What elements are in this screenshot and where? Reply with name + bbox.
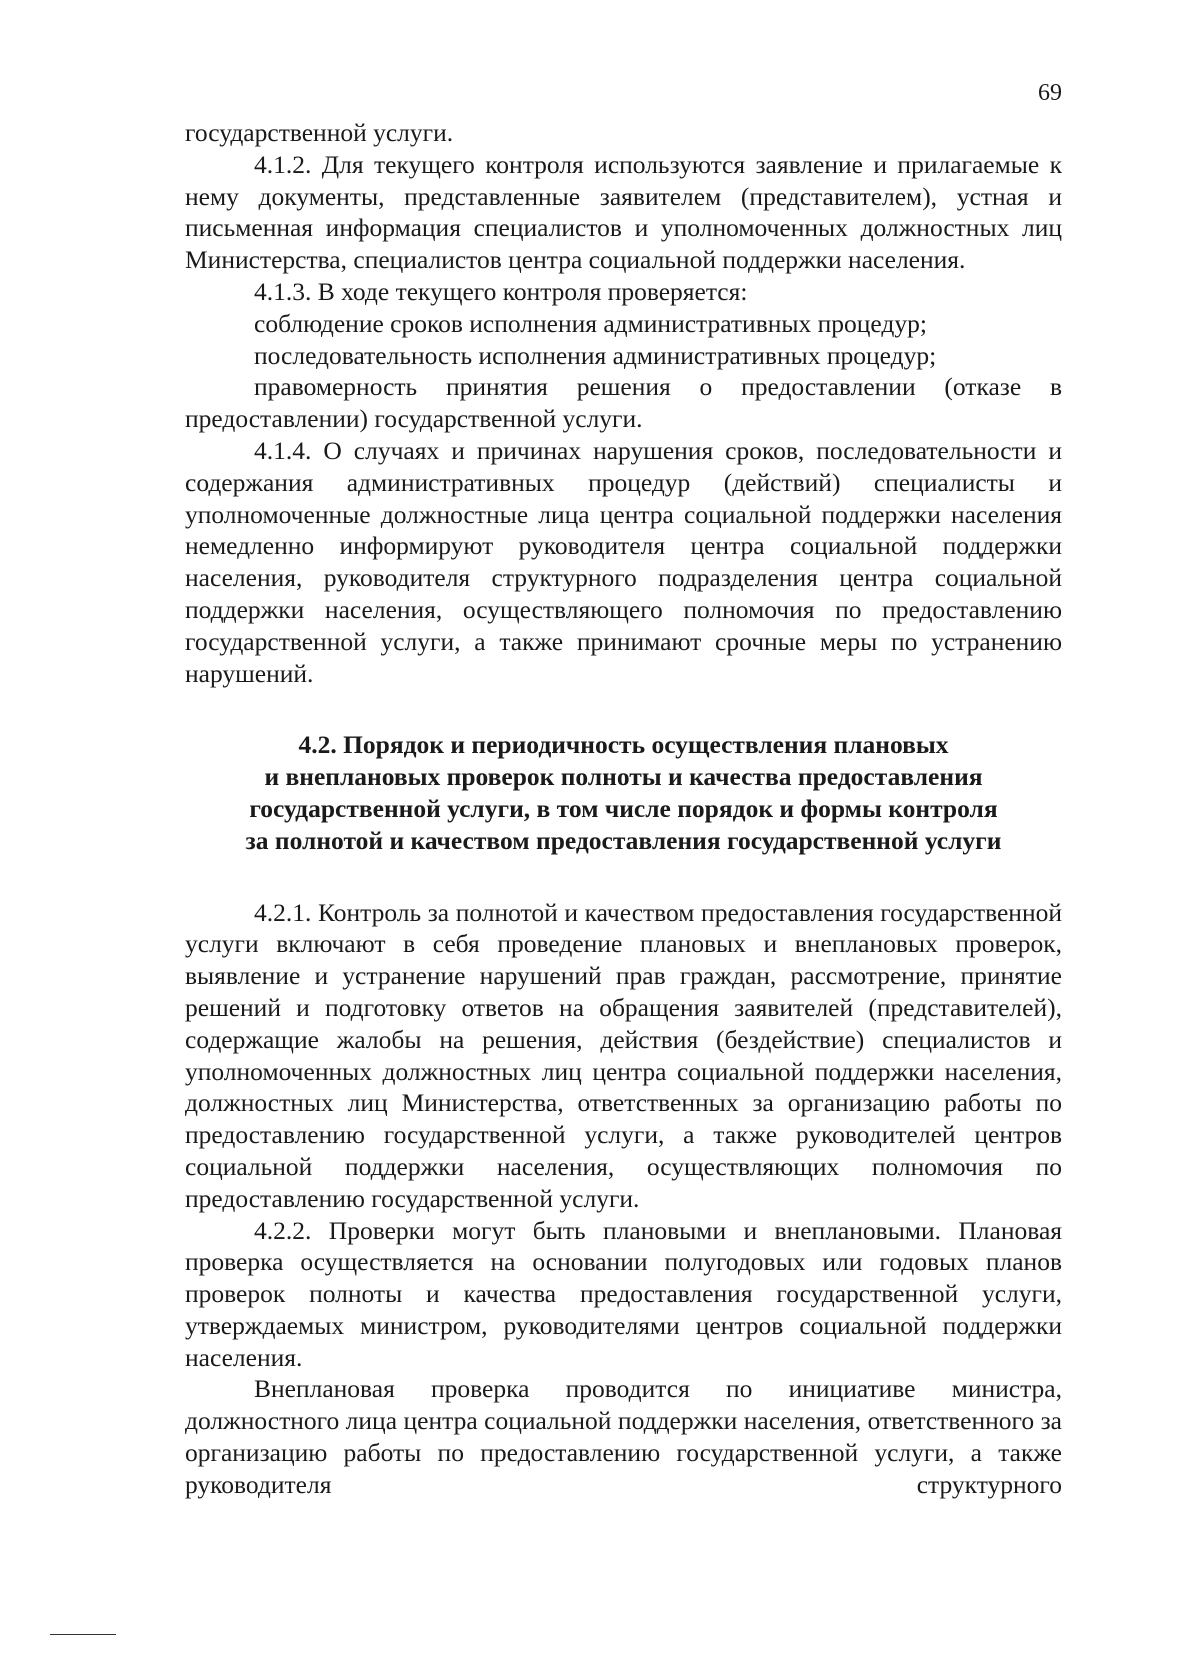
paragraph: 4.1.4. О случаях и причинах нарушения сроков, последовательности и содержания административных процедур (действий) специалисты и уполномоченные должностные лица центра социальной поддержки населения немедленно информируют руководителя центра социальной поддержки населения, руководителя структурного подразделения центра социальной поддержки населения, осуществляющего полномочия по предоставлению государственной услуги, а также принимают срочные меры по устранению нарушений. [185, 435, 1062, 688]
paragraph: 4.2.2. Проверки могут быть плановыми и внеплановыми. Плановая проверка осуществляется на основании полугодовых или годовых планов проверок полноты и качества предоставления государственной услуги, утверждаемых министром, руководителями центров социальной поддержки населения. [185, 1215, 1062, 1372]
paragraph: последовательность исполнения административных процедур; [254, 340, 937, 370]
paragraph: правомерность принятия решения о предоставлении (отказе в предоставлении) государственной услуги. [185, 372, 1062, 434]
heading-line: и внеплановых проверок полноты и качества предоставления [264, 762, 983, 792]
paragraphs-section-4-2 [185, 897, 1062, 1501]
paragraph: государственной услуги. [185, 118, 454, 147]
heading-line: государственной услуги, в том числе порядок и формы контроля [249, 793, 998, 823]
heading-line: за полнотой и качеством предоставления государственной услуги [245, 825, 1002, 855]
paragraph: соблюдение сроков исполнения административных процедур; [254, 308, 927, 338]
document-body [185, 117, 1062, 1501]
page-number: 69 [1038, 80, 1062, 106]
paragraph: Внеплановая проверка проводится по инициативе министра, должностного лица центра социальной поддержки населения, ответственного за организацию работы по предоставлению государственной услуги, а также руководителя структурного [185, 1374, 1062, 1499]
paragraphs-section-4-1 [185, 117, 1062, 689]
paragraph: 4.1.3. В ходе текущего контроля проверяется: [254, 276, 748, 306]
paragraph: 4.1.2. Для текущего контроля используются заявление и прилагаемые к нему документы, представленные заявителем (представителем), устная и письменная информация специалистов и уполномоченных должностных лиц Министерства, специалистов центра социальной поддержки населения. [185, 149, 1062, 275]
section-heading-4-2 [185, 729, 1062, 856]
footnote-rule [50, 1634, 116, 1635]
paragraph: 4.2.1. Контроль за полнотой и качеством предоставления государственной услуги включают в себя проведение плановых и внеплановых проверок, выявление и устранение нарушений прав граждан, рассмотрение, принятие решений и подготовку ответов на обращения заявителей (представителей), содержащие жалобы на решения, действия (бездействие) специалистов и уполномоченных должностных лиц центра социальной поддержки населения, должностных лиц Министерства, ответственных за организацию работы по предоставлению государственной услуги, а также руководителей центров социальной поддержки населения, осуществляющих полномочия по предоставлению государственной услуги. [185, 897, 1062, 1213]
heading-line: 4.2. Порядок и периодичность осуществления плановых [298, 730, 949, 760]
